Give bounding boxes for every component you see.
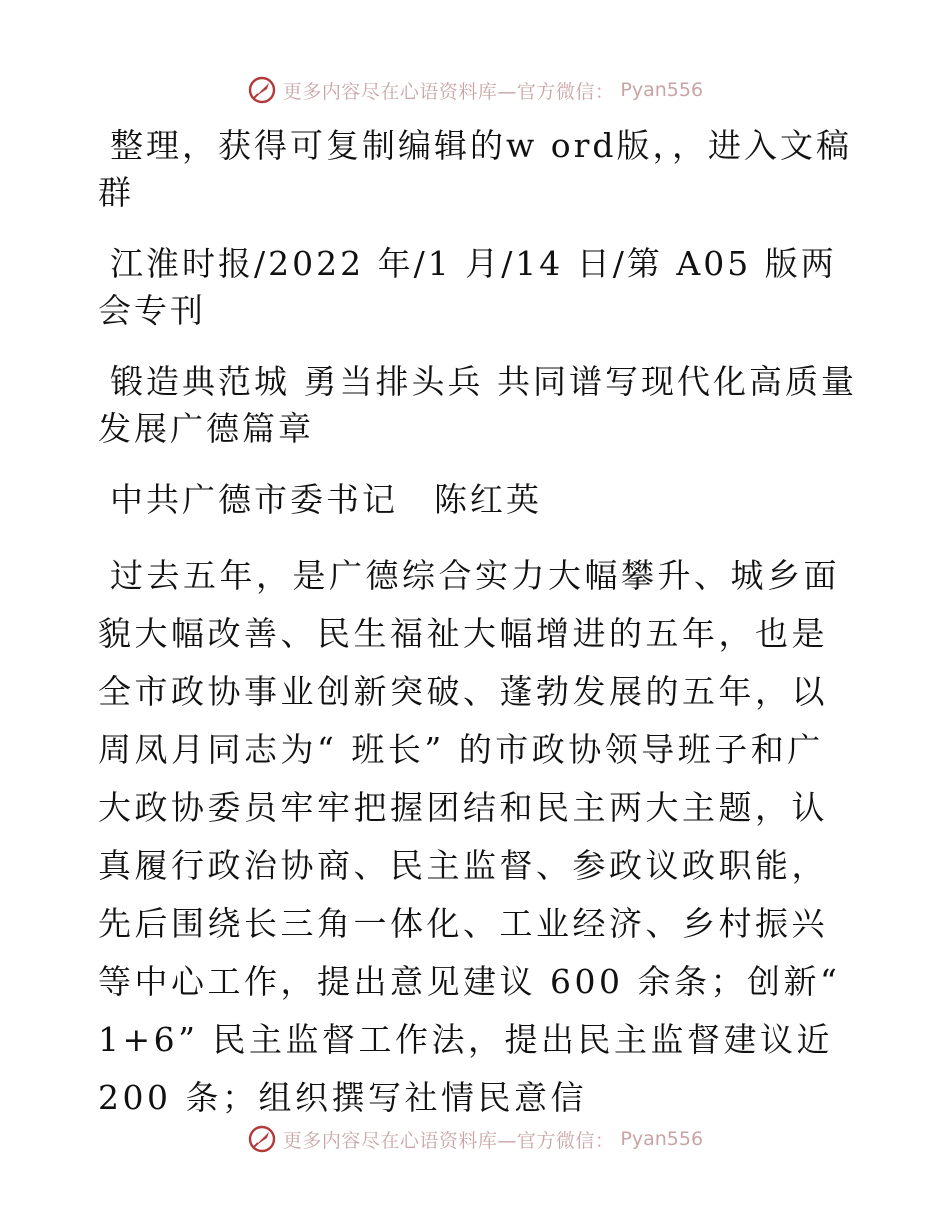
quill-logo-icon [247,1124,277,1154]
paragraph-source: 江淮时报/2022 年/1 月/14 日/第 A05 版两会专刊 [98,244,837,330]
watermark-contact: Pyan556 [620,79,704,101]
watermark-contact: Pyan556 [620,1128,704,1150]
watermark-text: 更多内容尽在心语资料库—官方微信： [282,80,615,103]
author-part-b: 德 [218,480,254,519]
watermark-group [247,1124,703,1154]
paragraph-body: 过去五年，是广德综合实力大幅攀升、城乡面貌大幅改善、民生福祉大幅增进的五年，也是全市政协事业创新突破、蓬勃发展的五年，以周凤月同志为“ 班长” 的市政协领导班子和广大政协委员牢牢把握团结和民主两大主题，认真履行政治协商、民主监督、参政议政职能，先后围绕长三角一体化、工业经济、乡村振兴等中心工作，提出意见建议 600 余条；创新“ 1+6” 民主监督工作法，提出民主监督建议近 200 条；组织撰写社情民意信 [98,556,841,1117]
paragraph-author [98,476,858,523]
paragraph-intro: 整理，获得可复制编辑的w ord版，，进入文稿群 [98,126,853,212]
header-watermark [0,72,950,108]
quill-logo-icon [247,75,277,105]
footer-watermark [0,1121,950,1157]
paragraph-headline: 锻造典范城 勇当排头兵 共同谱写现代化高质量发展广德篇章 [98,362,857,448]
watermark-text: 更多内容尽在心语资料库—官方微信： [282,1129,615,1152]
watermark-group [247,75,703,105]
document-body [98,122,858,1151]
author-part-c: 市委书记 陈红英 [254,480,542,519]
author-part-a: 中共广 [110,480,218,519]
